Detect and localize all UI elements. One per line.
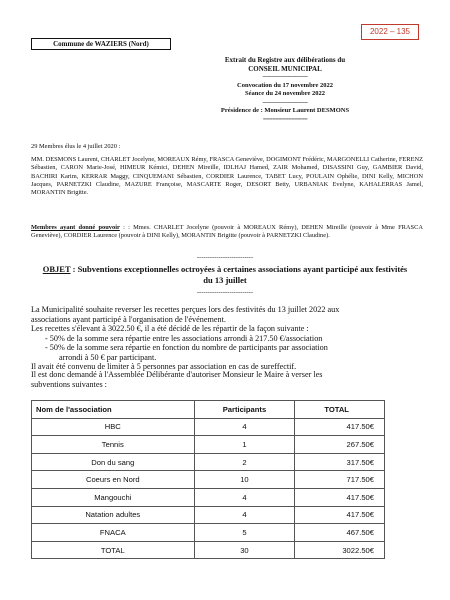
cell-participants: 5 <box>194 524 295 542</box>
extract-separator: --------------------------- <box>262 73 308 80</box>
objet-separator-top: -------------------------- <box>196 254 254 261</box>
table-row <box>32 506 385 524</box>
cell-association: HBC <box>32 418 195 436</box>
members-count: 29 Membres élus le 4 juillet 2020 : <box>31 143 121 150</box>
request-line-1: Il est donc demandé à l'Assemblée Délibérante d'autoriser Monsieur le Maire à verser les <box>31 370 323 379</box>
header-association: Nom de l'association <box>32 401 195 419</box>
cell-association: Mangouchi <box>32 488 195 506</box>
extract-end-mark: ============== <box>262 115 308 123</box>
cell-participants: 4 <box>194 488 295 506</box>
request-paragraph <box>31 370 426 389</box>
table-row <box>32 453 385 471</box>
table-row <box>32 436 385 454</box>
extract-title-line1: Extrait du Registre aux délibérations du <box>224 56 346 64</box>
intro-line-4: Il avait été convenu de limiter à 5 personnes par association en cas de sureffectif. <box>31 362 297 371</box>
intro-line-1: La Municipalité souhaite reverser les recettes perçues lors des festivités du 13 juillet 2022 aux <box>31 305 340 314</box>
cell-total: 717.50€ <box>295 471 385 489</box>
objet-label: OBJET <box>42 264 71 274</box>
objet-separator-bottom: -------------------------- <box>196 289 254 296</box>
cell-association: FNACA <box>32 524 195 542</box>
objet-heading <box>40 264 410 286</box>
cell-total: 417.50€ <box>295 418 385 436</box>
header-participants: Participants <box>194 401 295 419</box>
convocation-date: Convocation du 17 novembre 2022 <box>237 81 333 89</box>
cell-total: 417.50€ <box>295 488 385 506</box>
cell-association: Tennis <box>32 436 195 454</box>
cell-total: 417.50€ <box>295 506 385 524</box>
table-row <box>32 488 385 506</box>
cell-participants: 1 <box>194 436 295 454</box>
intro-bullet-2: - 50% de la somme sera répartie en fonction du nombre de participants par association <box>45 343 328 352</box>
cell-association: Don du sang <box>32 453 195 471</box>
cell-participants: 30 <box>194 541 295 559</box>
cell-association: Natation adultes <box>32 506 195 524</box>
proxy-members-text: : : Mmes. CHARLET Jocelyne (pouvoir à MOREAUX Rémy), DEHEN Mireille (pouvoir à Mme FRASCA Geneviève), CORDIER Laurence (pouvoir à DINI Kelly), MORANTIN Brigitte (pouvoir à PARNETZKI Claudine). <box>31 224 423 240</box>
cell-total: 3022.50€ <box>295 541 385 559</box>
subventions-table <box>31 400 385 559</box>
intro-paragraph <box>31 305 426 372</box>
proxy-members <box>31 224 423 241</box>
reference-number-badge: 2022 – 135 <box>361 24 419 40</box>
cell-association: Coeurs en Nord <box>32 471 195 489</box>
extract-separator-2: --------------------------- <box>262 98 308 106</box>
seance-date: Séance du 24 novembre 2022 <box>244 90 326 97</box>
presidence: Présidence de : Monsieur Laurent DESMONS <box>220 107 350 114</box>
extract-title-line2: CONSEIL MUNICIPAL <box>248 64 322 73</box>
commune-header: Commune de WAZIERS (Nord) <box>31 38 171 50</box>
cell-total: 467.50€ <box>295 524 385 542</box>
cell-participants: 10 <box>194 471 295 489</box>
intro-bullet-1: - 50% de la somme sera répartie entre les associations arrondi à 217.50 €/association <box>45 333 323 343</box>
objet-text: : Subventions exceptionnelles octroyées à certaines associations ayant participé aux festivités du 13 juillet <box>70 264 408 285</box>
extract-header <box>190 56 380 124</box>
proxy-members-label: Membres ayant donné pouvoir <box>31 224 120 231</box>
cell-total: 267.50€ <box>295 436 385 454</box>
cell-association: TOTAL <box>32 541 195 559</box>
intro-line-2: associations ayant participé à l'organisation de l'événement. <box>31 314 226 324</box>
intro-line-3: Les recettes s'élevant à 3022.50 €, il a été décidé de les répartir de la façon suivante : <box>31 324 309 333</box>
cell-participants: 4 <box>194 418 295 436</box>
cell-participants: 4 <box>194 506 295 524</box>
members-list: MM. DESMONS Laurent, CHARLET Jocelyne, MOREAUX Rémy, FRASCA Geneviève, DOGIMONT Frédéric, MARGONELLI Catherine, FERENZ Sébastien, CARON Marie-José, HIMEUR Kémici, DEHEN Mireille, IDLHAJ Hamed, ZAIR Mohamed, DISASSINI Guy, GAMBIER David, BACHIRI Karim, KERRAR Maggy, CINQUEMANI Sébastien, CORDIER Laurence, TABET Lucy, POULAIN Ophélie, DINI Kelly, MICHON Jacques, PARNETZKI Claudine, MAZURE Françoise, MASCARTE Roger, DESORT Betty, URBANIAK Evelyne, KAHALERRAS Jamel, MORANTIN Brigitte. <box>31 156 423 197</box>
header-total: TOTAL <box>295 401 385 419</box>
table-row <box>32 418 385 436</box>
table-row <box>32 471 385 489</box>
intro-bullet-2-cont: arrondi à 50 € par participant. <box>59 352 157 362</box>
cell-total: 317.50€ <box>295 453 385 471</box>
table-total-row <box>32 541 385 559</box>
cell-participants: 2 <box>194 453 295 471</box>
table-header-row <box>32 401 385 419</box>
table-row <box>32 524 385 542</box>
request-line-2: subventions suivantes : <box>31 379 107 389</box>
